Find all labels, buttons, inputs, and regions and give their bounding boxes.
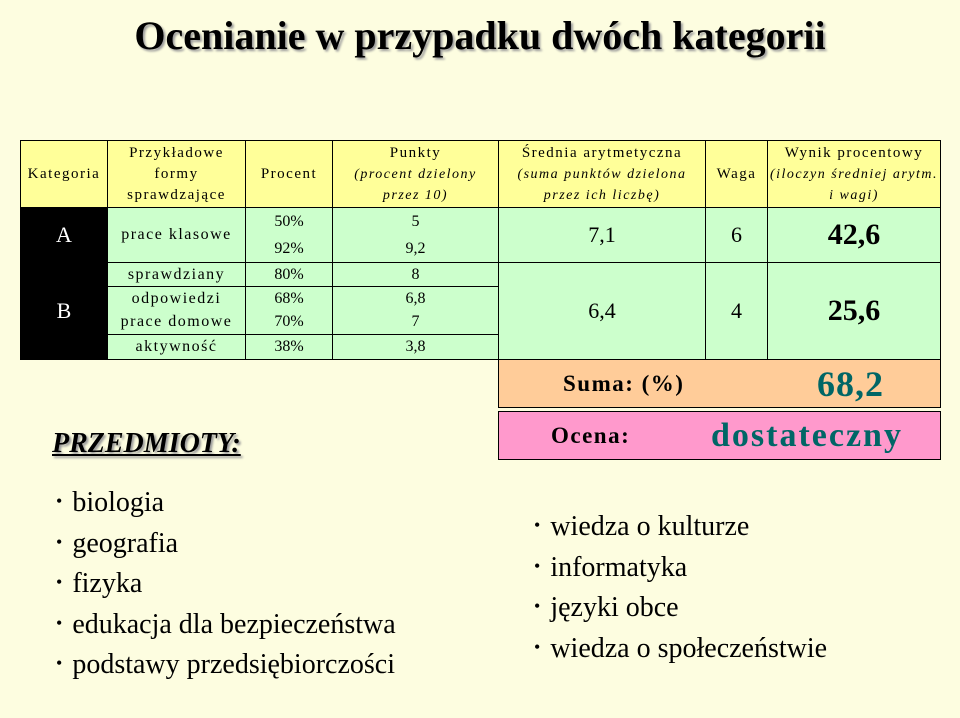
header-srednia-label: Średnia arytmetyczna — [521, 144, 683, 161]
result-b — [767, 262, 941, 360]
suma-value: 68,2 — [817, 363, 884, 404]
weight-a — [705, 207, 768, 263]
result-a — [767, 207, 941, 263]
subject-item: • wiedza o społeczeństwie — [534, 630, 827, 671]
points-cell — [332, 286, 499, 311]
points-value: 9,2 — [405, 239, 426, 257]
subject-item: • podstawy przedsiębiorczości — [56, 646, 396, 687]
category-a-cell — [20, 207, 108, 263]
header-punkty-label: Punkty — [389, 144, 442, 161]
percent-value: 50% — [274, 213, 304, 230]
weight-value: 6 — [731, 222, 742, 247]
header-punkty — [332, 140, 499, 208]
points-value: 8 — [411, 265, 420, 283]
header-procent-label: Procent — [260, 165, 318, 182]
points-value: 7 — [411, 313, 420, 330]
points-cell — [332, 235, 499, 263]
points-value: 3,8 — [405, 338, 426, 355]
header-formy — [107, 140, 246, 208]
header-waga — [705, 140, 768, 208]
result-value: 42,6 — [827, 218, 881, 251]
average-value: 6,4 — [588, 298, 616, 323]
points-cell — [332, 334, 499, 360]
points-cell — [332, 207, 499, 236]
percent-value: 70% — [274, 313, 304, 330]
header-srednia — [498, 140, 706, 208]
points-cell — [332, 262, 499, 287]
subject-item: • biologia — [56, 484, 396, 525]
form-label: sprawdziany — [127, 265, 226, 283]
header-wynik-note1: (iloczyn średniej arytm. — [769, 166, 939, 182]
form-label: odpowiedzi — [131, 290, 222, 307]
subjects-right-list — [534, 508, 827, 670]
header-punkty-note2: przez 10) — [382, 187, 449, 203]
average-value: 7,1 — [588, 222, 616, 247]
category-b-label: B — [56, 298, 72, 323]
ocena-value: dostateczny — [711, 416, 903, 454]
percent-cell — [245, 334, 333, 360]
percent-cell — [245, 207, 333, 236]
header-formy-line3: sprawdzające — [127, 186, 226, 203]
ocena-row — [498, 411, 941, 460]
points-value: 6,8 — [405, 290, 426, 307]
form-aktywnosc — [107, 334, 246, 360]
suma-label: Suma: (%) — [563, 370, 685, 396]
header-wynik — [767, 140, 941, 208]
percent-cell — [245, 310, 333, 335]
header-srednia-note1: (suma punktów dzielona — [517, 166, 687, 182]
form-prace-klasowe — [107, 207, 246, 263]
percent-cell — [245, 235, 333, 263]
header-punkty-note1: (procent dzielony — [354, 166, 477, 182]
form-label: aktywność — [135, 338, 218, 355]
average-b — [498, 262, 706, 360]
subjects-left-list — [56, 484, 396, 687]
form-sprawdziany — [107, 262, 246, 287]
header-kategoria — [20, 140, 108, 208]
percent-value: 80% — [274, 265, 304, 283]
category-a-label: A — [56, 222, 72, 247]
form-odpowiedzi — [107, 286, 246, 311]
weight-b — [705, 262, 768, 360]
form-prace-domowe — [107, 310, 246, 335]
subject-item: • geografia — [56, 525, 396, 566]
average-a — [498, 207, 706, 263]
category-b-cell — [20, 262, 108, 360]
percent-cell — [245, 286, 333, 311]
header-waga-label: Waga — [716, 165, 757, 182]
weight-value: 4 — [731, 298, 742, 323]
percent-cell — [245, 262, 333, 287]
header-wynik-note2: i wagi) — [829, 187, 879, 203]
header-formy-line2: formy — [154, 165, 199, 182]
subject-item: • języki obce — [534, 589, 827, 630]
subject-item: • fizyka — [56, 565, 396, 606]
header-srednia-note2: przez ich liczbę) — [543, 187, 661, 203]
points-cell — [332, 310, 499, 335]
header-formy-line1: Przykładowe — [129, 144, 224, 161]
subjects-heading: PRZEDMIOTY: — [52, 428, 241, 459]
form-label: prace domowe — [120, 313, 233, 330]
header-kategoria-label: Kategoria — [27, 165, 101, 182]
percent-value: 38% — [274, 338, 304, 355]
percent-value: 92% — [274, 239, 304, 257]
subject-item: • wiedza o kulturze — [534, 508, 827, 549]
points-value: 5 — [411, 213, 420, 230]
subject-item: • edukacja dla bezpieczeństwa — [56, 606, 396, 647]
ocena-label: Ocena: — [551, 422, 631, 448]
page-title: Ocenianie w przypadku dwóch kategorii — [134, 13, 826, 58]
header-procent — [245, 140, 333, 208]
header-wynik-label: Wynik procentowy — [784, 144, 924, 161]
percent-value: 68% — [274, 290, 304, 307]
result-value: 25,6 — [827, 294, 881, 327]
form-label: prace klasowe — [121, 226, 232, 243]
subject-item: • informatyka — [534, 549, 827, 590]
suma-row — [498, 359, 941, 408]
